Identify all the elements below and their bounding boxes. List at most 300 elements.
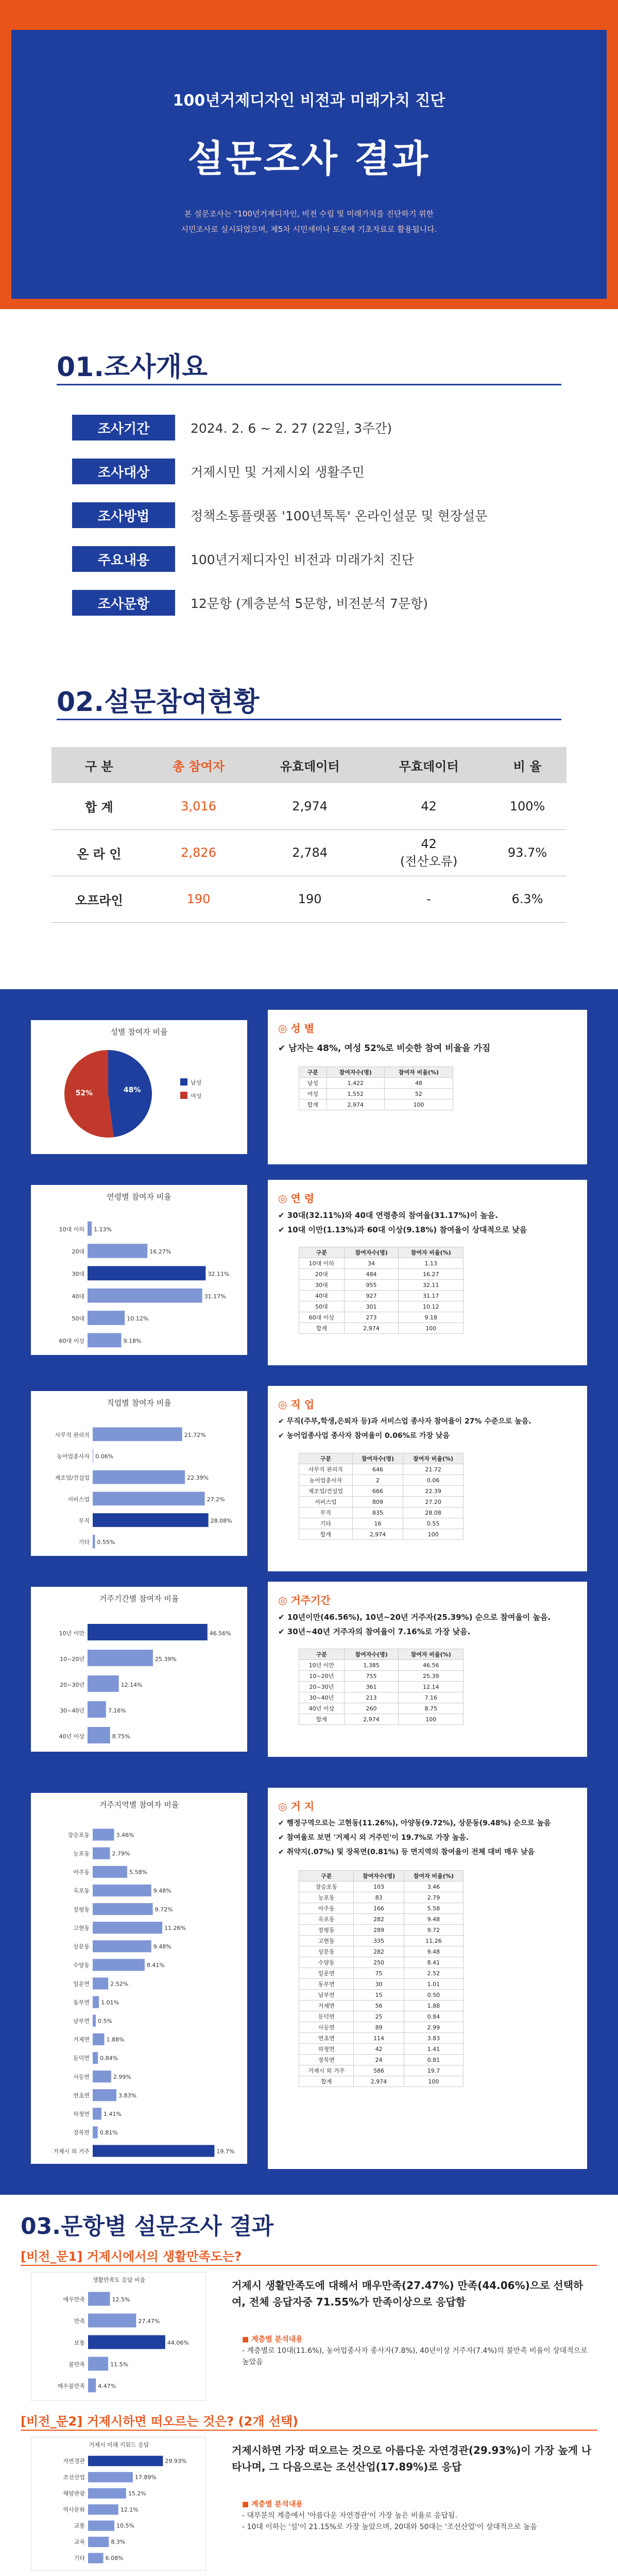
table-row: [299, 1258, 464, 1269]
table-row: [52, 783, 566, 829]
bar-data-label: 32.11%: [208, 1270, 230, 1278]
table-cell: 250: [354, 1957, 404, 1968]
section-note: ✔ 30년~40년 거주자의 참여율이 7.16%로 가장 낮음.: [278, 1627, 471, 1636]
table-cell-note: (전산오류): [400, 854, 458, 869]
table-cell: 21.72: [403, 1464, 464, 1475]
table-row: [299, 1968, 464, 1979]
note-text: 남자는 48%, 여성 52%로 비슷한 참여 비율을 가짐: [288, 1043, 491, 1054]
job-bar-chart: [31, 1408, 247, 1557]
bar: [88, 1311, 125, 1325]
table-header-row: [299, 1649, 464, 1660]
sub-heading: ■ 계층별 분석내용: [242, 2500, 303, 2509]
question-divider: [21, 2430, 597, 2431]
overview-heading: 01.조사개요: [57, 352, 208, 383]
bar-data-label: 8.41%: [146, 1962, 165, 1969]
bar-category-label: 서비스업: [67, 1496, 90, 1503]
table-header-row: [52, 747, 566, 783]
bar: [93, 1470, 185, 1484]
bar: [93, 2145, 214, 2157]
table-row: [299, 1936, 464, 1946]
bar-data-label: 3.83%: [118, 2092, 136, 2099]
table-row: [299, 1089, 453, 1099]
table-cell: 1.13: [399, 1258, 464, 1269]
table-cell: 0.81: [404, 2055, 463, 2065]
table-header: 참여자수(명): [344, 1649, 399, 1660]
table-cell: 옥포동: [299, 1914, 354, 1925]
section-title-text: 직 업: [290, 1398, 315, 1411]
question-main-text: 거제시하면 가장 떠오르는 것으로 아름다운 자연경관(29.93%)이 가장 높게 나타나며, 그 다음으로는 조선산업(17.89%)로 응답: [232, 2444, 592, 2473]
overview-value: 100년거제디자인 비전과 미래가치 진단: [191, 552, 414, 567]
bar-category-label: 농어업종사자: [57, 1453, 90, 1460]
bar-data-label: 12.1%: [120, 2506, 139, 2513]
table-cell: 15: [354, 1990, 404, 2001]
bar-data-label: 0.81%: [99, 2129, 118, 2137]
section-title: ◎ 거주기간: [278, 1594, 331, 1606]
bar-data-label: 29.93%: [165, 2458, 187, 2465]
table-row: [299, 1979, 464, 1990]
table-header: 참여자 비율(%): [399, 1247, 464, 1258]
bar: [88, 1289, 202, 1303]
bar-category-label: 조선산업: [63, 2473, 85, 2481]
bar-data-label: 11.26%: [164, 1924, 186, 1931]
table-row: [299, 1882, 464, 1892]
table-header-row: [299, 1067, 453, 1078]
bar: [93, 1829, 114, 1841]
bar-category-label: 40년 이상: [59, 1733, 84, 1740]
table-cell: 0.50: [404, 1990, 463, 2001]
table-cell: 2,974: [354, 2076, 404, 2087]
table-cell: 114: [354, 2033, 404, 2044]
table-cell: 장평동: [299, 1925, 354, 1936]
residence-info-panel: [268, 1582, 587, 1757]
table-row: [299, 1682, 464, 1692]
bar-category-label: 보통: [74, 2340, 85, 2347]
table-cell: 83: [354, 1892, 404, 1903]
table-header-row: [299, 1453, 464, 1464]
section-title: ◎ 연 령: [278, 1192, 315, 1205]
table-row: [299, 1946, 464, 1957]
table-cell: 25: [354, 2011, 404, 2022]
bar: [93, 1885, 151, 1896]
age-info-panel: [268, 1180, 587, 1365]
table-cell: 2: [352, 1475, 403, 1486]
bar-category-label: 기타: [74, 2555, 85, 2562]
table-cell: 10.12: [399, 1301, 464, 1312]
residence-table: [299, 1649, 464, 1725]
table-header-row: [299, 1247, 464, 1258]
table-row: [299, 1475, 464, 1486]
table-header: 구분: [299, 1453, 353, 1464]
table-row: [299, 2044, 464, 2055]
table-row: [299, 1714, 464, 1725]
bar-category-label: 연초면: [73, 2092, 90, 2099]
bar-data-label: 9.48%: [153, 1943, 171, 1951]
page-title: 설문조사 결과: [187, 137, 431, 180]
table-cell: 합 계: [52, 783, 147, 829]
section-note: ✔ 10년이만(46.56%), 10년~20년 거주자(25.39%) 순으로 참여율이 높음.: [278, 1613, 551, 1622]
table-cell: 1,385: [344, 1660, 399, 1671]
bar: [93, 2015, 96, 2027]
demographics-area: [0, 989, 618, 2195]
participation-section: [0, 659, 618, 989]
table-row: [299, 1497, 464, 1507]
header-desc-line1: 본 설문조사는 "100년거제디자인, 비전 수립 및 미래가치를 진단하기 위한: [184, 209, 434, 218]
bar-category-label: 10대 이하: [59, 1226, 84, 1233]
table-cell: 190: [250, 876, 369, 922]
bar: [88, 2472, 133, 2482]
table-cell: 48: [384, 1078, 453, 1089]
bar-category-label: 매우불만족: [57, 2383, 85, 2390]
bar-category-label: 거제면: [73, 2036, 90, 2043]
residence-chart-panel: [31, 1587, 247, 1752]
chart-title: 직업별 참여자 비율: [107, 1398, 171, 1408]
section-title-text: 성 별: [290, 1022, 315, 1035]
table-cell: 955: [344, 1280, 399, 1291]
table-cell-value: 42: [421, 836, 437, 851]
bar-category-label: 옥포동: [73, 1887, 90, 1894]
table-row: [299, 1703, 464, 1714]
bar: [88, 2488, 126, 2499]
note-text: 30년~40년 거주자의 참여율이 7.16%로 가장 낮음.: [287, 1627, 471, 1636]
table-header: 참여자수(명): [352, 1453, 403, 1464]
bar-category-label: 제조업/건설업: [55, 1475, 90, 1482]
table-cell: 100: [399, 1323, 464, 1334]
table-row: [299, 1291, 464, 1301]
table-cell: 합계: [299, 1714, 345, 1725]
bar-data-label: 46.56%: [209, 1630, 231, 1637]
table-cell: 11.26: [404, 1936, 463, 1946]
table-cell: 8.75: [399, 1703, 464, 1714]
table-cell: 6.3%: [488, 876, 566, 922]
table-cell: 282: [354, 1914, 404, 1925]
table-cell: 100: [384, 1099, 453, 1110]
question-sub: [242, 2499, 592, 2533]
bar-category-label: 상문동: [73, 1943, 90, 1951]
participation-divider: [57, 719, 561, 720]
header-subtitle: 100년거제디자인 비전과 미래가치 진단: [173, 92, 445, 110]
overview-row: [72, 412, 392, 443]
table-cell: 755: [344, 1671, 399, 1682]
bar-data-label: 0.06%: [95, 1453, 113, 1460]
table-cell: 무직: [299, 1507, 353, 1518]
table-cell: 9.48: [404, 1946, 463, 1957]
bar: [88, 2379, 96, 2393]
table-cell: 동부면: [299, 1979, 354, 1990]
table-row: [299, 1301, 464, 1312]
table-header: 구분: [299, 1871, 354, 1882]
table-cell: 20~30년: [299, 1682, 345, 1692]
table-cell: 9.72: [404, 1925, 463, 1936]
table-header: 유효데이터: [250, 747, 369, 783]
table-cell: 9.48: [404, 1914, 463, 1925]
bar-data-label: 1.41%: [103, 2111, 122, 2118]
table-cell: 1,422: [327, 1078, 384, 1089]
table-cell: 0.06: [403, 1475, 464, 1486]
note-text: 취약지(.07%) 및 장목면(0.81%) 등 면지역의 참여율이 전체 대비 매우 낮음: [286, 1848, 535, 1856]
bar: [88, 1333, 122, 1347]
job-chart-panel: [31, 1391, 247, 1556]
bar-category-label: 장평동: [73, 1906, 90, 1913]
table-cell: 2.79: [404, 1892, 463, 1903]
bar-category-label: 자연경관: [63, 2458, 85, 2465]
bar-category-label: 동부면: [73, 1999, 90, 2006]
table-cell: 927: [344, 1291, 399, 1301]
table-cell: 1.41: [404, 2044, 463, 2055]
table-cell: 40년 이상: [299, 1703, 345, 1714]
bar: [88, 1244, 147, 1258]
bar-data-label: 9.72%: [154, 1906, 173, 1913]
table-cell: 2,974: [344, 1714, 399, 1725]
table-cell: 50대: [299, 1301, 345, 1312]
table-row: [299, 1903, 464, 1914]
table-cell: 2,974: [352, 1529, 403, 1540]
gender-chart-panel: [31, 1020, 247, 1154]
bar-data-label: 8.3%: [111, 2538, 126, 2546]
bar-data-label: 27.47%: [138, 2318, 160, 2325]
bar-category-label: 50대: [72, 1315, 84, 1323]
table-row: [299, 2011, 464, 2022]
table-row: [299, 1323, 464, 1334]
table-cell: 1.88: [404, 2001, 463, 2011]
table-cell: 273: [344, 1312, 399, 1323]
table-cell: 16.27: [399, 1269, 464, 1280]
section-note: ✔ 행정구역으로는 고현동(11.26%), 아양동(9.72%), 상문동(9.48%) 순으로 높음: [278, 1819, 551, 1827]
question-bar-chart: [31, 2437, 207, 2571]
sub-line: - 계층별로 10대(11.6%), 농어업종사자 종사자(7.8%), 40년이상 거주자(7.4%)의 불만족 비율이 상대적으로 높았음: [242, 2347, 588, 2366]
bar-category-label: 기타: [78, 1539, 90, 1546]
table-cell: 합계: [299, 1323, 345, 1334]
bar: [88, 2537, 109, 2547]
bar-category-label: 하청면: [73, 2111, 90, 2118]
table-row: [299, 1990, 464, 2001]
bar-category-label: 남부면: [73, 2018, 90, 2025]
table-cell: 10대 이하: [299, 1258, 345, 1269]
table-row: [299, 1464, 464, 1475]
table-cell: 농어업종사자: [299, 1475, 353, 1486]
table-row: [299, 2022, 464, 2033]
table-header: 비 율: [488, 747, 566, 783]
bar-category-label: 둔덕면: [73, 2055, 90, 2062]
table-cell: 2.99: [404, 2022, 463, 2033]
table-cell: 2.52: [404, 1968, 463, 1979]
table-cell: 32.11: [399, 1280, 464, 1291]
table-header: 참여자수(명): [327, 1067, 384, 1078]
note-text: 참여율로 보면 '거제시 외 거주민'이 19.7%로 가장 높음.: [286, 1834, 469, 1842]
bar-category-label: 40대: [72, 1293, 84, 1300]
bar-data-label: 6.08%: [105, 2555, 124, 2562]
table-cell: 666: [352, 1486, 403, 1497]
table-header: 참여자 비율(%): [399, 1649, 464, 1660]
bar: [93, 1959, 145, 1971]
overview-section: [0, 309, 618, 659]
table-cell: 22.39: [403, 1486, 464, 1497]
table-cell: 1.01: [404, 1979, 463, 1990]
overview-label: 조사방법: [72, 502, 175, 528]
bar-category-label: 고현동: [73, 1924, 90, 1931]
section-title-text: 거주기간: [290, 1594, 331, 1606]
bar-data-label: 0.84%: [100, 2055, 118, 2062]
chart-title: 거주기간별 참여자 비율: [99, 1594, 179, 1603]
bar: [88, 2292, 110, 2306]
table-cell: 24: [354, 2055, 404, 2065]
table-cell: 12.14: [399, 1682, 464, 1692]
table-cell: 166: [354, 1903, 404, 1914]
overview-value: 정책소통플랫폼 '100년톡톡' 온라인설문 및 현장설문: [191, 509, 488, 523]
table-cell: 상문동: [299, 1946, 354, 1957]
table-cell: 0.84: [404, 2011, 463, 2022]
bar-data-label: 22.39%: [187, 1475, 209, 1482]
bar-category-label: 30~40년: [60, 1707, 84, 1714]
table-cell: 3.83: [404, 2033, 463, 2044]
bar-data-label: 10.5%: [116, 2522, 134, 2530]
table-cell: 2,784: [250, 829, 369, 876]
table-cell: 31.17: [399, 1291, 464, 1301]
bar-category-label: 역사문화: [63, 2506, 85, 2513]
table-cell: 합계: [299, 2076, 354, 2087]
table-cell: 30: [354, 1979, 404, 1990]
question-title: [비전_문1] 거제시에서의 생활만족도는?: [21, 2249, 242, 2264]
gender-pie-chart: [31, 1037, 247, 1156]
bar-category-label: 불만족: [68, 2361, 85, 2368]
district-table: [299, 1870, 464, 2087]
overview-row: [72, 544, 414, 574]
overview-value: 2024. 2. 6 ~ 2. 27 (22일, 3주간): [191, 421, 392, 436]
note-text: 농어업종사업 종사자 참여율이 0.06%로 가장 낮음: [286, 1432, 450, 1440]
table-cell: 1,552: [327, 1089, 384, 1099]
bar: [93, 1513, 209, 1527]
table-row: [52, 876, 566, 922]
bar-data-label: 11.5%: [110, 2361, 129, 2368]
bar-data-label: 21.72%: [184, 1431, 206, 1438]
legend-swatch: [180, 1092, 187, 1099]
table-row: [299, 2076, 464, 2087]
table-row: [299, 1925, 464, 1936]
table-row: [299, 1914, 464, 1925]
sub-line: - 10대 이하는 '섬'이 21.15%로 가장 높았으며, 20대와 50대는 '조선산업'이 상대적으로 높음: [242, 2523, 537, 2531]
question-chart-panel: [31, 2272, 206, 2401]
bar: [93, 1922, 162, 1934]
table-header: 구분: [299, 1067, 327, 1078]
table-cell: 260: [344, 1703, 399, 1714]
table-cell: 하청면: [299, 2044, 354, 2055]
gender-info-panel: [268, 1010, 587, 1164]
bar-data-label: 0.5%: [98, 2018, 112, 2025]
table-row: [52, 829, 566, 876]
note-text: 30대(32.11%)와 40대 연령층의 참여율(31.17%)이 높음.: [287, 1211, 498, 1220]
age-chart-panel: [31, 1185, 247, 1355]
sub-heading-text: 계층별 분석내용: [251, 2335, 303, 2344]
table-cell: 30~40년: [299, 1692, 345, 1703]
job-table: [299, 1453, 464, 1540]
table-cell: 거제시 외 거주: [299, 2065, 354, 2076]
table-cell: 16: [352, 1518, 403, 1529]
table-cell: 합계: [299, 1099, 327, 1110]
table-header: 총 참여자: [147, 747, 250, 783]
bar: [88, 2553, 104, 2563]
bar-category-label: 교육: [74, 2538, 85, 2546]
table-cell: 213: [344, 1692, 399, 1703]
table-cell: 남부면: [299, 1990, 354, 2001]
chart-title: 거제시 미래 키워드 응답: [89, 2442, 149, 2448]
district-chart-panel: [31, 1793, 247, 2164]
table-row: [299, 1957, 464, 1968]
overview-row: [72, 587, 428, 618]
bar-category-label: 매우만족: [63, 2296, 85, 2303]
note-text: 무직(주부,학생,은퇴자 등)과 서비스업 종사자 참여율이 27% 수준으로 높음.: [286, 1417, 531, 1426]
bar-category-label: 만족: [74, 2318, 85, 2325]
bar-data-label: 9.48%: [153, 1887, 171, 1894]
age-bar-chart: [31, 1202, 247, 1357]
bar-data-label: 27.2%: [207, 1496, 225, 1503]
residence-bar-chart: [31, 1604, 247, 1753]
table-cell: 10~20년: [299, 1671, 345, 1682]
section-note: ✔ 농어업종사업 종사자 참여율이 0.06%로 가장 낮음: [278, 1432, 450, 1440]
bar-category-label: 일운면: [73, 1980, 90, 1988]
table-cell: 25.39: [399, 1671, 464, 1682]
section-title-text: 연 령: [290, 1192, 315, 1205]
table-cell: 사무직 관리직: [299, 1464, 353, 1475]
overview-label: 주요내용: [72, 546, 175, 572]
header-desc-line2: 시민조사로 실시되었으며, 제5차 시민세미나 토론에 기초자료로 활용됩니다.: [181, 225, 437, 234]
bar: [88, 2335, 165, 2349]
overview-value: 거제시민 및 거제시외 생활주민: [191, 465, 365, 480]
bar: [93, 1492, 205, 1506]
bar-category-label: 교통: [74, 2522, 85, 2530]
question-bar-chart: [31, 2273, 207, 2401]
bar: [93, 1903, 153, 1915]
bar-data-label: 2.52%: [110, 1980, 129, 1988]
gender-table: [299, 1066, 453, 1110]
chart-title: 생활만족도 응답 비율: [92, 2277, 146, 2283]
table-row: [299, 1507, 464, 1518]
bar-data-label: 9.18%: [123, 1337, 142, 1345]
table-cell: 거제면: [299, 2001, 354, 2011]
table-cell: 282: [354, 1946, 404, 1957]
table-row: [299, 2055, 464, 2065]
table-cell: 고현동: [299, 1936, 354, 1946]
question-divider: [21, 2265, 597, 2266]
sub-heading: ■ 계층별 분석내용: [242, 2335, 303, 2344]
bar-category-label: 해양관광: [63, 2490, 85, 2497]
bar-category-label: 20대: [72, 1248, 84, 1256]
table-row: [299, 1099, 453, 1110]
table-cell: -: [369, 876, 488, 922]
overview-label: 조사대상: [72, 459, 175, 484]
table-cell: 오프라인: [52, 876, 147, 922]
table-header: 참여자 비율(%): [403, 1453, 464, 1464]
bar-data-label: 28.08%: [210, 1517, 232, 1524]
question-sub: [242, 2334, 592, 2368]
table-cell: 42: [369, 783, 488, 829]
section-note: ✔ 30대(32.11%)와 40대 연령층의 참여율(31.17%)이 높음.: [278, 1211, 498, 1220]
table-cell: 합계: [299, 1529, 353, 1540]
bar: [93, 1996, 99, 2008]
table-cell: 30대: [299, 1280, 345, 1291]
bar-data-label: 3.46%: [116, 1832, 134, 1839]
section-title: ◎ 성 별: [278, 1022, 315, 1035]
bar: [93, 2108, 101, 2120]
overview-row: [72, 456, 365, 487]
bar-category-label: 30대: [72, 1270, 84, 1278]
table-header: 구 분: [52, 747, 147, 783]
results-heading: 03.문항별 설문조사 결과: [21, 2213, 274, 2240]
sub-heading-text: 계층별 분석내용: [251, 2500, 303, 2509]
bar-data-label: 31.17%: [204, 1293, 226, 1300]
table-header: 참여자수(명): [354, 1871, 404, 1882]
bar-category-label: 무직: [78, 1517, 90, 1524]
bar-category-label: 장목면: [73, 2129, 90, 2137]
bar-category-label: 능포동: [73, 1850, 90, 1857]
